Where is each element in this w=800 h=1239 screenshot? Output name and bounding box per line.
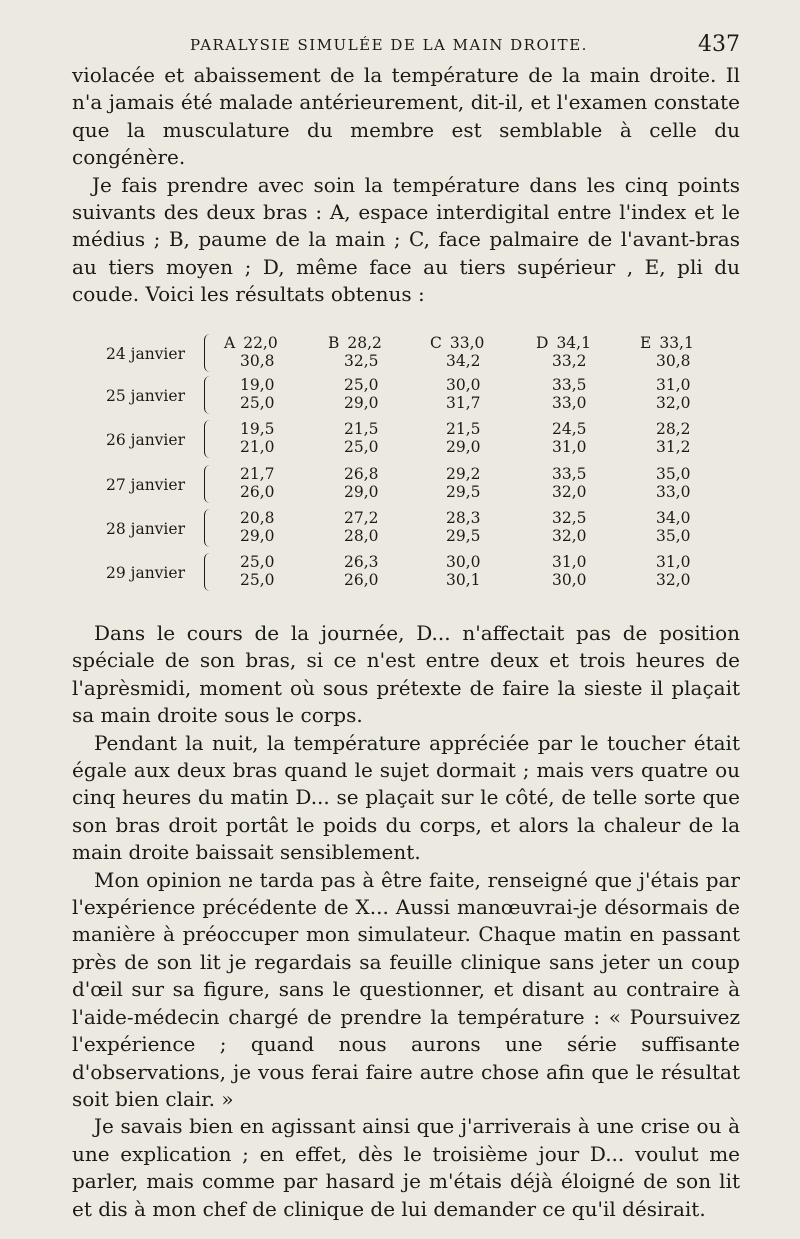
table-row: [100, 334, 700, 374]
cell-b: B 28,2: [328, 334, 382, 352]
row-date: 26 janvier: [106, 431, 185, 449]
cell-e: 35,0: [656, 465, 691, 483]
brace: [204, 465, 213, 503]
cell-d: 30,0: [552, 571, 587, 589]
brace: [204, 376, 213, 414]
table-row: [100, 465, 700, 505]
cell-d: 24,5: [552, 420, 587, 438]
cell-c: 30,0: [446, 376, 481, 394]
cell-e: 32,0: [656, 571, 691, 589]
cell-a: 25,0: [240, 553, 275, 571]
intro-text: [72, 62, 740, 309]
cell-b: 26,0: [344, 571, 379, 589]
cell-a: 21,0: [240, 438, 275, 456]
main-text: [72, 620, 740, 1223]
paragraph-6: Je savais bien en agissant ainsi que j'arriverais à une crise ou à une explication ; en effet, dès le troisième jour D... voulut me parler, mais comme par hasard je m'étais déjà éloigné de son lit et dis à mon chef de clinique de lui demander ce qu'il désirait.: [72, 1114, 740, 1221]
column-label-b: B: [328, 334, 340, 352]
table-row: [100, 553, 700, 593]
cell-c: 31,7: [446, 394, 481, 412]
cell-e: 31,2: [656, 438, 691, 456]
brace: [204, 420, 213, 458]
cell-d: 33,0: [552, 394, 587, 412]
table-row: [100, 509, 700, 549]
paragraph-5: Mon opinion ne tarda pas à être faite, renseigné que j'étais par l'expérience précédente de X... Aussi manœuvrai-je désormais de manière à préoccuper mon simulateur. Chaque matin en passant près de son lit je regardais sa feuille clinique sans jeter un coup d'œil sur sa figure, sans le questionner, et disant au contraire à l'aide-médecin chargé de prendre la température : « Poursuivez l'expérience ; quand nous aurons une série suffisante d'observations, je vous ferai faire autre chose afin que le résultat soit bien clair. »: [72, 867, 740, 1111]
cell-e: 31,0: [656, 553, 691, 571]
cell-e: 32,0: [656, 394, 691, 412]
cell-b: 28,0: [344, 527, 379, 545]
table-row: [100, 420, 700, 460]
paragraph-2: Je fais prendre avec soin la température dans les cinq points suivants des deux bras : A, espace interdigital entre l'index et le médius ; B, paume de la main ; C, face palmaire de l'avant-bras au tiers moyen ; D, même face au tiers supérieur , E, pli du coude. Voici les résultats obtenus :: [72, 172, 740, 307]
page-number: 437: [698, 32, 740, 57]
page-header: [72, 32, 740, 62]
row-date: 27 janvier: [106, 476, 185, 494]
cell-a: 26,0: [240, 483, 275, 501]
cell-d: 31,0: [552, 438, 587, 456]
cell-d: 33,5: [552, 465, 587, 483]
cell-e: E 33,1: [640, 334, 694, 352]
cell-b: 29,0: [344, 483, 379, 501]
row-date: 24 janvier: [106, 345, 185, 363]
row-date: 29 janvier: [106, 564, 185, 582]
cell-d: 32,0: [552, 483, 587, 501]
cell-b: 32,5: [344, 352, 379, 370]
brace: [204, 509, 213, 547]
cell-a: 30,8: [240, 352, 275, 370]
cell-e: 28,2: [656, 420, 691, 438]
paragraph-1: violacée et abaissement de la température de la main droite. Il n'a jamais été malade antérieurement, dit-il, et l'examen constate que la musculature du membre est semblable à celle du congénère.: [72, 63, 740, 170]
temperature-table: [100, 334, 700, 624]
cell-e: 34,0: [656, 509, 691, 527]
cell-c: 34,2: [446, 352, 481, 370]
cell-d: 32,0: [552, 527, 587, 545]
column-label-e: E: [640, 334, 652, 352]
cell-c: C 33,0: [430, 334, 485, 352]
cell-c: 21,5: [446, 420, 481, 438]
cell-c: 30,1: [446, 571, 481, 589]
cell-a: 29,0: [240, 527, 275, 545]
cell-b: 29,0: [344, 394, 379, 412]
table-row: [100, 376, 700, 416]
cell-e: 30,8: [656, 352, 691, 370]
cell-a: 21,7: [240, 465, 275, 483]
paragraph-4: Pendant la nuit, la température appréciée par le toucher était égale aux deux bras quand le sujet dormait ; mais vers quatre ou cinq heures du matin D... se plaçait sur le côté, de telle sorte que son bras droit portât le poids du corps, et alors la chaleur de la main droite baissait sensiblement.: [72, 730, 740, 865]
brace: [204, 334, 213, 372]
cell-b: 21,5: [344, 420, 379, 438]
cell-c: 29,5: [446, 483, 481, 501]
cell-d: 31,0: [552, 553, 587, 571]
cell-a: 19,0: [240, 376, 275, 394]
cell-d: 33,2: [552, 352, 587, 370]
column-label-c: C: [430, 334, 442, 352]
cell-c: 29,2: [446, 465, 481, 483]
cell-e: 31,0: [656, 376, 691, 394]
cell-b: 25,0: [344, 438, 379, 456]
cell-a: 25,0: [240, 571, 275, 589]
running-title: PARALYSIE SIMULÉE DE LA MAIN DROITE.: [190, 36, 588, 54]
row-date: 28 janvier: [106, 520, 185, 538]
cell-b: 25,0: [344, 376, 379, 394]
column-label-d: D: [536, 334, 549, 352]
column-label-a: A: [224, 334, 236, 352]
cell-e: 33,0: [656, 483, 691, 501]
cell-d: D 34,1: [536, 334, 591, 352]
paragraph-3: Dans le cours de la journée, D... n'affectait pas de position spéciale de son bras, si ce n'est entre deux et trois heures de l'aprèsmidi, moment où sous prétexte de faire la sieste il plaçait sa main droite sous le corps.: [72, 621, 740, 728]
cell-a: 19,5: [240, 420, 275, 438]
cell-a: A 22,0: [224, 334, 278, 352]
brace: [204, 553, 213, 591]
cell-c: 30,0: [446, 553, 481, 571]
row-date: 25 janvier: [106, 387, 185, 405]
cell-b: 26,8: [344, 465, 379, 483]
cell-e: 35,0: [656, 527, 691, 545]
cell-a: 25,0: [240, 394, 275, 412]
cell-c: 29,5: [446, 527, 481, 545]
cell-c: 28,3: [446, 509, 481, 527]
cell-d: 33,5: [552, 376, 587, 394]
cell-a: 20,8: [240, 509, 275, 527]
cell-d: 32,5: [552, 509, 587, 527]
cell-b: 27,2: [344, 509, 379, 527]
cell-b: 26,3: [344, 553, 379, 571]
cell-c: 29,0: [446, 438, 481, 456]
